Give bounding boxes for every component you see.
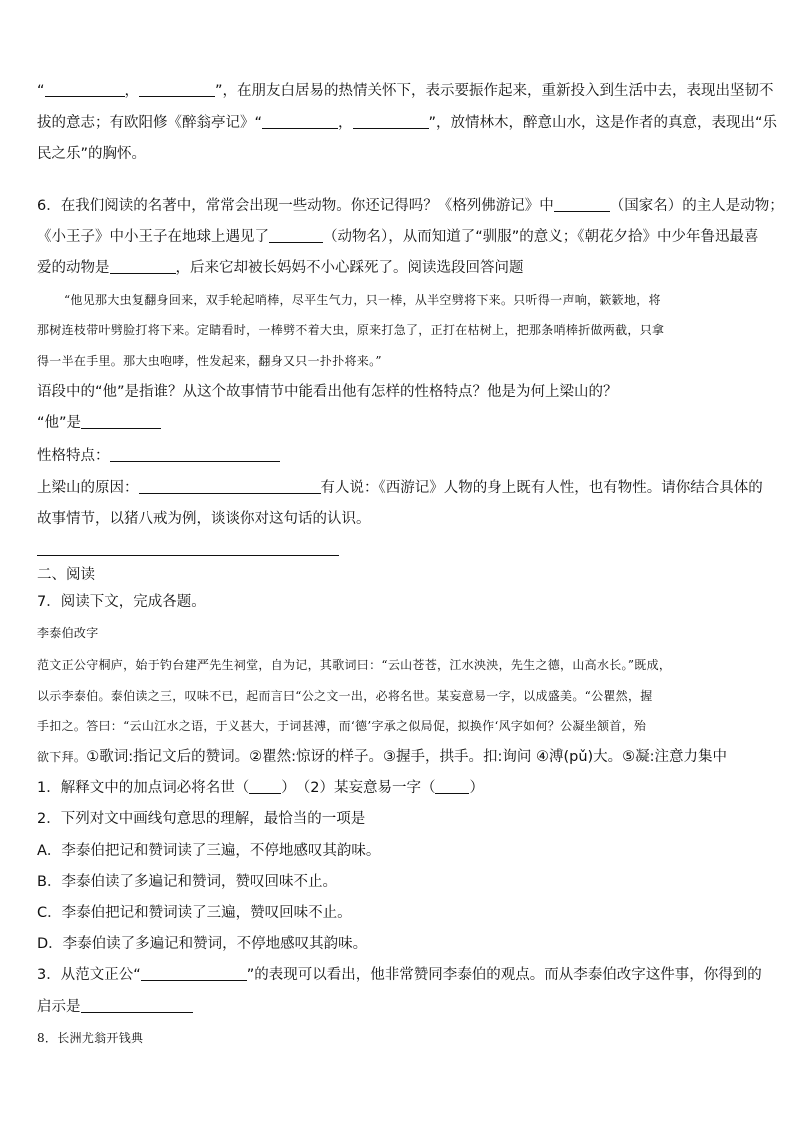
question-7: 7．阅读下文，完成各题。	[37, 594, 206, 610]
passage-line: 以示李泰伯。泰伯读之三，叹味不已，起而言曰“公之文一出，必将名世。某妄意易一字，以成盛美。“公瞿然，握	[37, 689, 653, 703]
subquestion-1: 1．解释文中的加点词必将名世（ ） （2）某妄意易一字（ ）	[37, 780, 484, 796]
excerpt-line: “他见那大虫复翻身回来，双手轮起哨棒，尽平生气力，只一棒，从半空劈将下来。只听得一声响，簌簌地，将	[64, 293, 661, 307]
answer-blank[interactable]	[353, 114, 429, 129]
passage-line: 手扣之。答曰：“云山江水之语，于义甚大，于词甚溥，而‘德’字承之似局促，拟换作‘风字如何？公凝坐颔首，殆	[37, 719, 647, 733]
answer-line: 上梁山的原因： 有人说：《西游记》人物的身上既有人性，也有物性。请你结合具体的	[37, 480, 763, 496]
option-c[interactable]: C．李泰伯把记和赞词读了三遍，赞叹回味不止。	[37, 905, 352, 921]
text-line: 《小王子》中小王子在地球上遇见了 （动物名），从而知道了“驯服”的意义；《朝花夕拾》中少年鲁迅最喜	[37, 229, 759, 245]
excerpt-line: 得一半在手里。那大虫咆哮，性发起来，翻身又只一扑扑将来。”	[37, 354, 382, 368]
answer-blank[interactable]	[262, 114, 338, 129]
section-heading: 二、阅读	[37, 567, 95, 583]
text-line: 民之乐”的胸怀。	[37, 146, 147, 162]
answer-blank[interactable]	[139, 82, 215, 97]
answer-blank[interactable]	[435, 779, 469, 794]
passage-line: 欲下拜。①歌词:指记文后的赞词。②瞿然:惊讶的样子。③握手，拱手。扣:询问 ④溥(pǔ)大。⑤凝:注意力集中	[37, 749, 728, 765]
answer-blank[interactable]	[554, 197, 610, 212]
answer-blank[interactable]	[139, 479, 321, 494]
question-8: 8．长洲尤翁开钱典	[37, 1031, 144, 1045]
answer-blank[interactable]	[141, 966, 247, 981]
answer-blank[interactable]	[269, 228, 323, 243]
question-6: 6．在我们阅读的名著中，常常会出现一些动物。你还记得吗？《格列佛游记》中 （国家名）的主人是动物；	[37, 198, 784, 214]
text-line: 故事情节，以猪八戒为例，谈谈你对这句话的认识。	[37, 511, 371, 527]
answer-blank[interactable]	[110, 447, 280, 462]
answer-line: 启示是	[37, 997, 193, 1017]
text-line: 爱的动物是 ，后来它却被长妈妈不小心踩死了。阅读选段回答问题	[37, 260, 524, 276]
answer-blank[interactable]	[81, 414, 161, 429]
passage-line: 范文正公守桐庐，始于钓台建严先生祠堂，自为记，其歌词曰：“云山苍苍，江水泱泱，先生之德，山高水长。”既成，	[37, 658, 672, 672]
footnotes: ①歌词:指记文后的赞词。②瞿然:惊讶的样子。③握手，拱手。扣:询问 ④溥(pǔ)大。⑤凝:注意力集中	[86, 749, 728, 765]
text-line: 拔的意志；有欧阳修《醉翁亭记》“ ， ”，放情林木，醉意山水，这是作者的真意，表现出“乐	[37, 115, 778, 131]
subquestion-3: 3．从范文正公“ ”的表现可以看出，他非常赞同李泰伯的观点。而从李泰伯改字这件事，你得到的	[37, 967, 762, 983]
answer-rule[interactable]	[37, 555, 339, 556]
subquestion-2: 2．下列对文中画线句意思的理解，最恰当的一项是	[37, 811, 366, 827]
passage-title: 李泰伯改字	[37, 626, 99, 640]
option-a[interactable]: A．李泰伯把记和赞词读了三遍，不停地感叹其韵味。	[37, 843, 381, 859]
answer-blank[interactable]	[45, 82, 125, 97]
answer-line: “他”是	[37, 413, 161, 433]
answer-line: 性格特点：	[37, 446, 280, 466]
answer-blank[interactable]	[110, 259, 176, 274]
answer-blank[interactable]	[81, 998, 193, 1013]
question-text: 语段中的“他”是指谁？从这个故事情节中能看出他有怎样的性格特点？他是为何上梁山的？	[37, 384, 618, 400]
option-d[interactable]: D．李泰伯读了多遍记和赞词，不停地感叹其韵味。	[37, 936, 368, 952]
option-b[interactable]: B．李泰伯读了多遍记和赞词，赞叹回味不止。	[37, 874, 337, 890]
answer-blank[interactable]	[249, 779, 281, 794]
text-line: “ ， ”，在朋友白居易的热情关怀下，表示要振作起来，重新投入到生活中去，表现出坚韧不	[37, 83, 774, 99]
excerpt-line: 那树连枝带叶劈脸打将下来。定睛看时，一棒劈不着大虫，原来打急了，正打在枯树上，把那条哨棒折做两截，只拿	[37, 323, 665, 337]
